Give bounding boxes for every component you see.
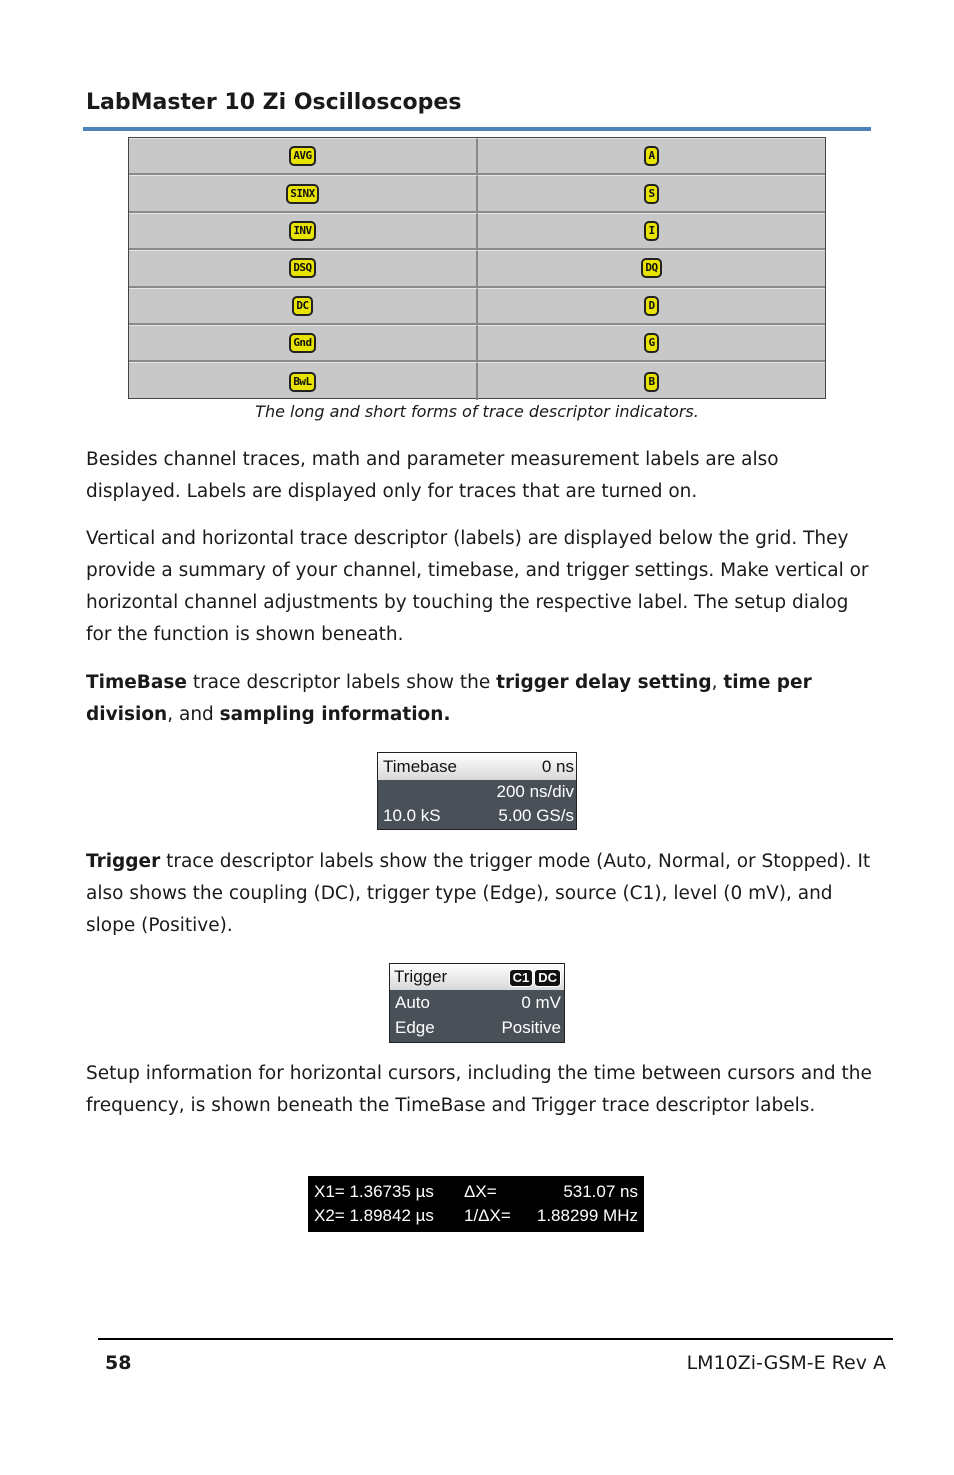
delta-x-value: 531.07 ns bbox=[563, 1182, 638, 1201]
short-form-tag: A bbox=[644, 146, 658, 166]
trigger-descriptor-label[interactable] bbox=[389, 963, 565, 1043]
page-header-title: LabMaster 10 Zi Oscilloscopes bbox=[86, 90, 462, 115]
table-row bbox=[129, 288, 825, 325]
trigger-title: Trigger bbox=[394, 967, 448, 986]
paragraph-descriptors: Vertical and horizontal trace descriptor (labels) are displayed below the grid. They provide a summary of your channel, timebase, and trigger settings. Make vertical or horizontal channel adjustments by touching the respective label. The setup dialog for the function is shown beneath. bbox=[86, 528, 869, 645]
long-form-tag: DC bbox=[292, 296, 312, 316]
coupling-badge: DC bbox=[534, 969, 561, 987]
short-form-tag: S bbox=[644, 184, 658, 204]
time-per-div-value: 200 ns/div bbox=[496, 782, 574, 801]
paragraph-trigger: Trigger trace descriptor labels show the trigger mode (Auto, Normal, or Stopped). It also shows the coupling (DC), trigger type (Edge), source (C1), level (0 mV), and slope (Positive). bbox=[86, 851, 871, 936]
descriptor-table bbox=[128, 137, 826, 399]
header-divider bbox=[83, 127, 871, 131]
long-form-tag: SINX bbox=[286, 184, 319, 204]
table-row bbox=[129, 175, 825, 212]
long-form-tag: AVG bbox=[289, 146, 315, 166]
delta-x-label: ΔX= bbox=[464, 1182, 497, 1201]
page-number: 58 bbox=[105, 1352, 132, 1374]
cursor-readout bbox=[308, 1176, 644, 1232]
paragraph-timebase: TimeBase trace descriptor labels show the trigger delay setting, time per division, and sampling information. bbox=[86, 672, 812, 725]
table-row bbox=[129, 138, 825, 175]
trigger-level: 0 mV bbox=[521, 992, 561, 1012]
frequency-value: 1.88299 MHz bbox=[536, 1206, 638, 1225]
x2-readout: X2= 1.89842 µs bbox=[314, 1206, 434, 1225]
trigger-mode: Auto bbox=[395, 992, 430, 1012]
trigger-delay-value: 0 ns bbox=[541, 756, 574, 776]
short-form-tag: B bbox=[644, 372, 658, 392]
trigger-type: Edge bbox=[395, 1017, 435, 1037]
long-form-tag: DSQ bbox=[289, 258, 315, 278]
source-badge: C1 bbox=[509, 969, 534, 987]
short-form-tag: DQ bbox=[641, 258, 661, 278]
table-row bbox=[129, 250, 825, 287]
short-form-tag: G bbox=[644, 333, 658, 353]
trigger-slope: Positive bbox=[501, 1017, 561, 1037]
long-form-tag: INV bbox=[289, 221, 315, 241]
table-caption: The long and short forms of trace descriptor indicators. bbox=[255, 402, 699, 421]
table-row bbox=[129, 213, 825, 250]
timebase-descriptor-label[interactable] bbox=[377, 752, 577, 830]
short-form-tag: I bbox=[644, 221, 658, 241]
long-form-tag: Gnd bbox=[289, 333, 315, 353]
footer-divider bbox=[98, 1338, 893, 1340]
sample-count-value: 10.0 kS bbox=[383, 806, 441, 825]
paragraph-labels: Besides channel traces, math and parameter measurement labels are also displayed. Labels are displayed only for traces that are turned on. bbox=[86, 449, 779, 502]
short-form-tag: D bbox=[644, 296, 658, 316]
timebase-title: Timebase bbox=[383, 756, 458, 776]
inverse-delta-x-label: 1/ΔX= bbox=[464, 1206, 511, 1225]
x1-readout: X1= 1.36735 µs bbox=[314, 1182, 434, 1201]
table-row bbox=[129, 325, 825, 362]
paragraph-cursors: Setup information for horizontal cursors, including the time between cursors and the frequency, is shown beneath the TimeBase and Trigger trace descriptor labels. bbox=[86, 1063, 872, 1116]
document-id: LM10Zi-GSM-E Rev A bbox=[686, 1352, 886, 1374]
sample-rate-value: 5.00 GS/s bbox=[498, 806, 574, 825]
long-form-tag: BwL bbox=[289, 372, 315, 392]
table-row bbox=[129, 362, 825, 399]
